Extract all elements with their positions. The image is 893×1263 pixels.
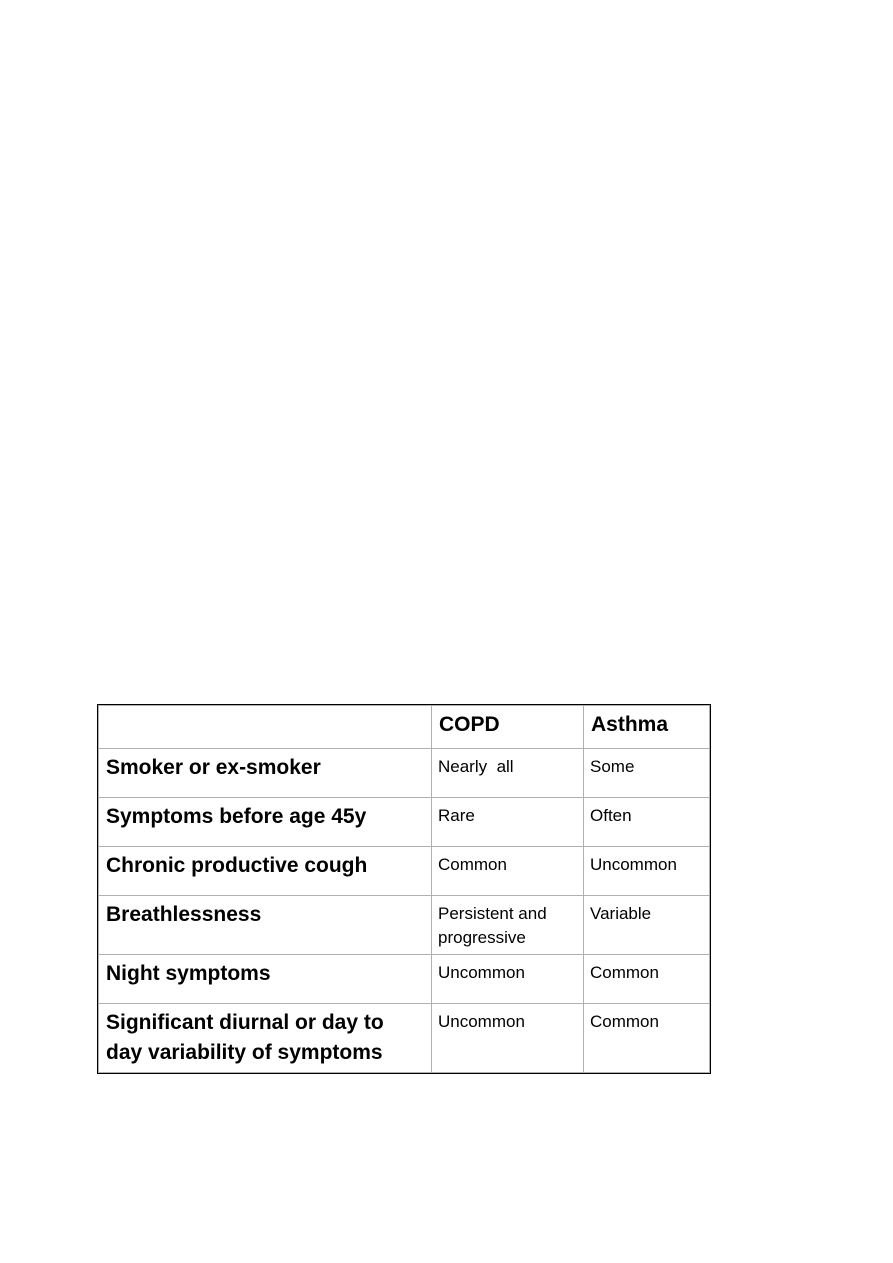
copd-cell	[432, 896, 584, 955]
feature-label: Chronic productive cough	[106, 854, 368, 877]
header-cell-empty	[99, 706, 432, 749]
feature-cell	[99, 749, 432, 798]
table-row	[99, 798, 710, 847]
header-cell-copd	[432, 706, 584, 749]
header-cell-asthma	[584, 706, 710, 749]
header-copd-label: COPD	[439, 713, 500, 736]
table-row	[99, 955, 710, 1004]
asthma-cell	[584, 955, 710, 1004]
asthma-cell	[584, 1004, 710, 1073]
feature-cell	[99, 896, 432, 955]
asthma-cell	[584, 896, 710, 955]
table-row	[99, 896, 710, 955]
table-row	[99, 847, 710, 896]
feature-label: Symptoms before age 45y	[106, 805, 367, 828]
feature-label: Breathlessness	[106, 903, 262, 926]
asthma-value: Often	[590, 806, 632, 825]
feature-cell	[99, 847, 432, 896]
header-feature-label	[99, 706, 431, 711]
copd-cell	[432, 847, 584, 896]
copd-value: Uncommon	[438, 1012, 525, 1031]
feature-label: Significant diurnal or day to day variability of symptoms	[106, 1011, 384, 1064]
table-row	[99, 749, 710, 798]
copd-value: Nearly all	[438, 757, 514, 776]
table-row	[99, 1004, 710, 1073]
asthma-value: Uncommon	[590, 855, 677, 874]
feature-cell	[99, 955, 432, 1004]
asthma-cell	[584, 798, 710, 847]
copd-value: Common	[438, 855, 507, 874]
asthma-value: Some	[590, 757, 635, 776]
copd-cell	[432, 1004, 584, 1073]
asthma-cell	[584, 749, 710, 798]
feature-cell	[99, 798, 432, 847]
asthma-value: Common	[590, 963, 659, 982]
feature-label: Smoker or ex-smoker	[106, 756, 321, 779]
feature-cell	[99, 1004, 432, 1073]
asthma-value: Variable	[590, 904, 652, 923]
copd-asthma-comparison-table	[98, 705, 710, 1073]
copd-cell	[432, 955, 584, 1004]
copd-value: Rare	[438, 806, 475, 825]
feature-label: Night symptoms	[106, 962, 271, 985]
table-header-row	[99, 706, 710, 749]
asthma-value: Common	[590, 1012, 659, 1031]
copd-value: Uncommon	[438, 963, 525, 982]
copd-cell	[432, 749, 584, 798]
asthma-cell	[584, 847, 710, 896]
copd-value: Persistent and progressive	[438, 904, 547, 947]
copd-cell	[432, 798, 584, 847]
header-asthma-label: Asthma	[591, 713, 669, 736]
